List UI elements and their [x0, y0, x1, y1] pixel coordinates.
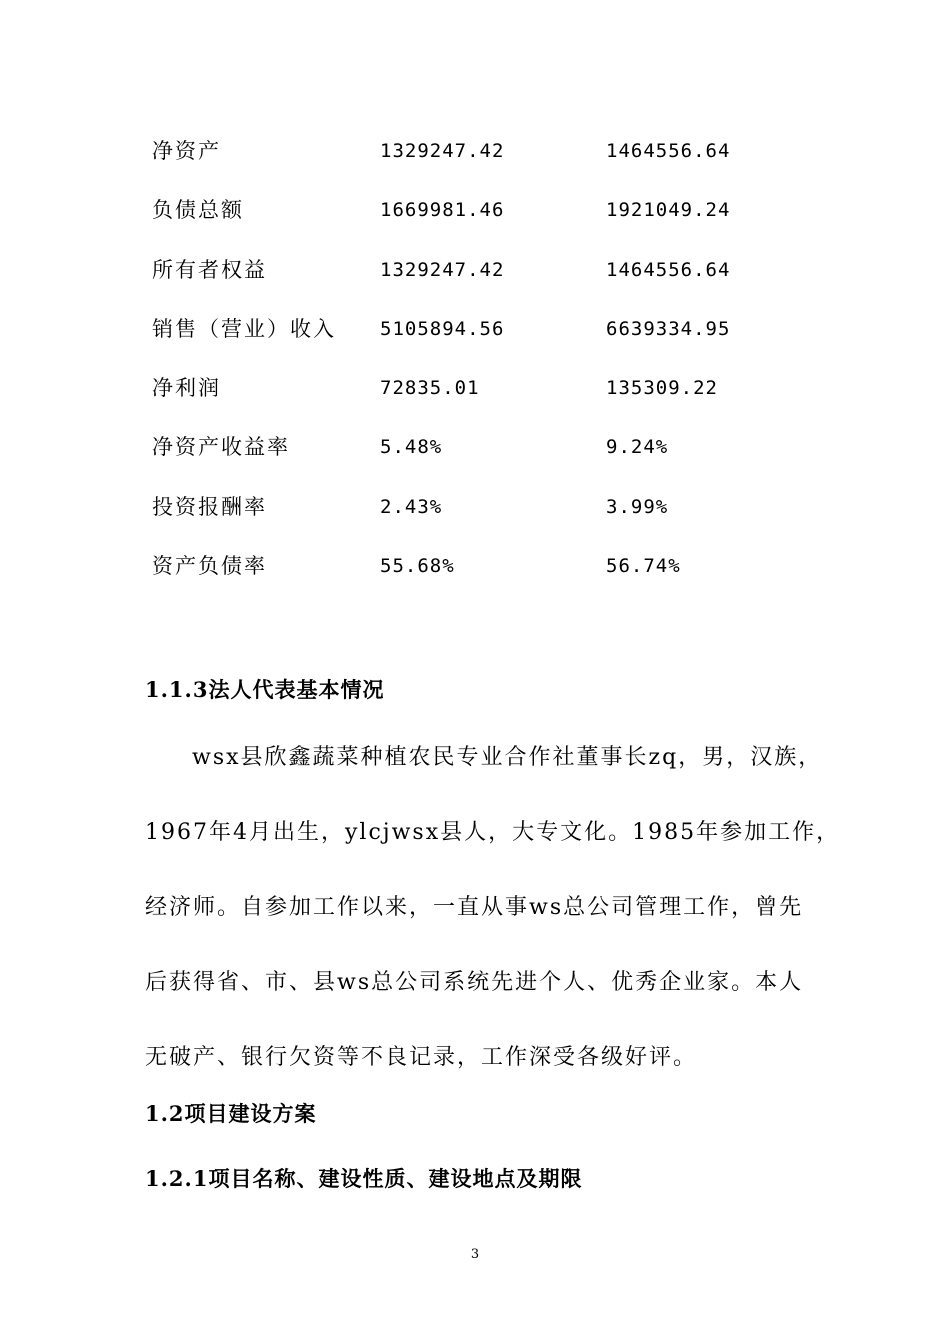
row-value-1: 5105894.56	[380, 317, 505, 340]
row-value-2: 9.24%	[606, 436, 669, 459]
row-value-2: 6639334.95	[606, 317, 731, 340]
paragraph-line: wsx县欣鑫蔬菜种植农民专业合作社董事长zq，男，汉族，	[192, 745, 823, 770]
page-number: 3	[470, 1247, 480, 1262]
financial-table	[152, 125, 792, 599]
table-row	[152, 125, 792, 184]
row-value-1: 1669981.46	[380, 199, 505, 222]
row-label: 净利润	[152, 376, 221, 401]
section-heading-legal-representative: 1.1.3法人代表基本情况	[145, 677, 385, 702]
paragraph-line: 1967年4月出生，ylcjwsx县人，大专文化。1985年参加工作，	[145, 820, 841, 845]
table-row	[152, 303, 792, 362]
row-value-1: 72835.01	[380, 377, 480, 400]
row-value-2: 1464556.64	[606, 140, 731, 162]
row-label: 负债总额	[152, 198, 244, 223]
row-value-2: 135309.22	[606, 377, 718, 400]
row-value-2: 3.99%	[606, 495, 669, 518]
row-value-1: 2.43%	[380, 495, 443, 518]
row-label: 所有者权益	[152, 257, 267, 282]
paragraph-line: 无破产、银行欠资等不良记录，工作深受各级好评。	[145, 1045, 698, 1070]
row-value-1: 1329247.42	[380, 140, 505, 162]
row-value-2: 1921049.24	[606, 199, 731, 222]
table-row	[152, 540, 792, 599]
row-label: 投资报酬率	[152, 494, 267, 519]
table-row	[152, 184, 792, 243]
row-value-1: 55.68%	[380, 555, 455, 578]
row-value-2: 1464556.64	[606, 258, 731, 281]
row-label: 资产负债率	[152, 554, 267, 579]
paragraph-line: 经济师。自参加工作以来，一直从事ws总公司管理工作，曾先	[145, 895, 804, 920]
row-value-1: 5.48%	[380, 436, 443, 459]
row-label: 净资产收益率	[152, 435, 290, 460]
row-label: 销售（营业）收入	[152, 316, 336, 341]
table-row	[152, 244, 792, 303]
row-value-1: 1329247.42	[380, 258, 505, 281]
section-heading-project-name: 1.2.1项目名称、建设性质、建设地点及期限	[145, 1166, 583, 1191]
paragraph-line: 后获得省、市、县ws总公司系统先进个人、优秀企业家。本人	[145, 970, 804, 995]
section-heading-construction-plan: 1.2项目建设方案	[145, 1101, 317, 1126]
table-row	[152, 481, 792, 540]
row-label: 净资产	[152, 139, 221, 163]
row-value-2: 56.74%	[606, 555, 681, 578]
table-row	[152, 362, 792, 421]
table-row	[152, 421, 792, 480]
